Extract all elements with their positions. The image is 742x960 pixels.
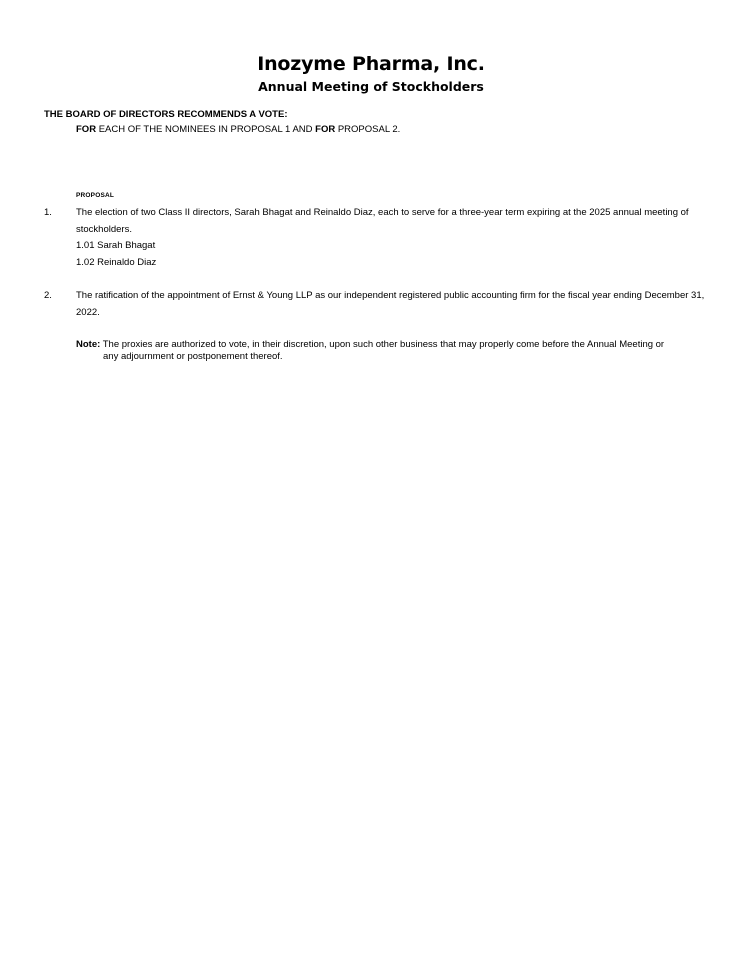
note-label: Note: <box>76 339 101 350</box>
proposal-2-number: 2. <box>44 290 52 301</box>
page-subtitle: Annual Meeting of Stockholders <box>258 79 484 94</box>
for-keyword-2: FOR <box>315 124 336 135</box>
board-recommendation-heading: THE BOARD OF DIRECTORS RECOMMENDS A VOTE: <box>44 109 288 120</box>
proposal-2-text: The ratification of the appointment of Ernst & Young LLP as our independent registered public accounting firm for the fiscal year ending December 31, 2022. <box>76 290 705 318</box>
proposal-1-number: 1. <box>44 207 52 218</box>
proposal-column-label: PROPOSAL <box>76 192 115 199</box>
note-paragraph <box>76 339 686 363</box>
recommendation-end-text: PROPOSAL 2. <box>335 124 401 135</box>
proposal-1-text: The election of two Class II directors, Sarah Bhagat and Reinaldo Diaz, each to serve for a three-year term expiring at the 2025 annual meeting of stockholders. <box>76 207 689 235</box>
note-text-line-2: any adjournment or postponement thereof. <box>103 351 283 362</box>
nominee-1-02: 1.02 Reinaldo Diaz <box>76 257 157 268</box>
nominee-1-01: 1.01 Sarah Bhagat <box>76 240 156 251</box>
page-title: Inozyme Pharma, Inc. <box>257 53 485 75</box>
note-text-line-1: The proxies are authorized to vote, in their discretion, upon such other business that may properly come before the Annual Meeting or <box>100 339 665 350</box>
for-keyword-1: FOR <box>76 124 97 135</box>
recommendation-middle-text: EACH OF THE NOMINEES IN PROPOSAL 1 AND <box>96 124 316 135</box>
board-recommendation-text <box>76 124 400 136</box>
